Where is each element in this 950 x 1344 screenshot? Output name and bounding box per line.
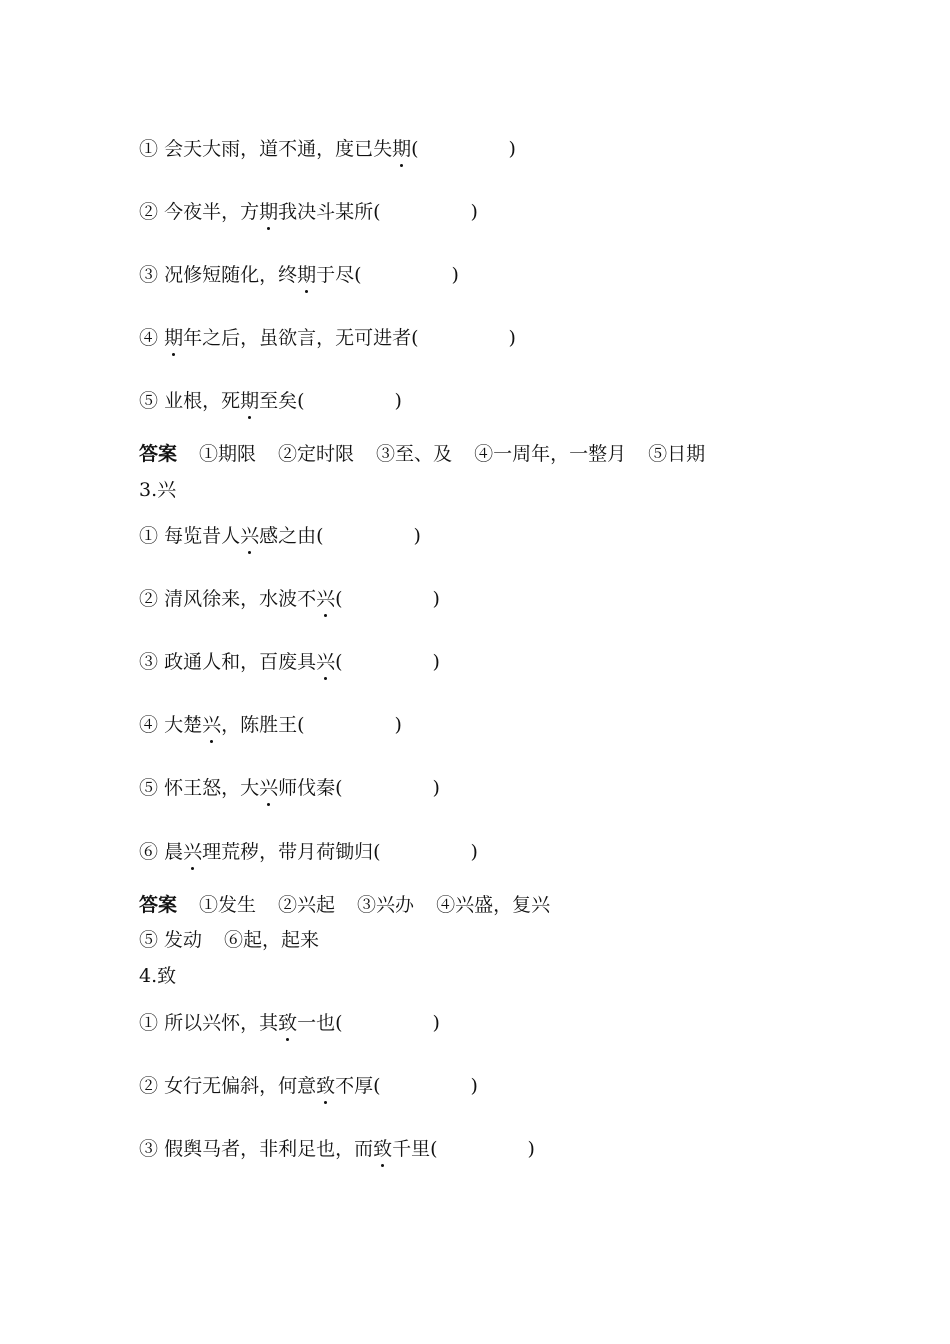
exercise-line: ③ 况修短随化，终期于尽( ) [139,264,459,286]
key-char: 兴 [240,525,260,547]
key-char: 兴 [316,588,336,610]
exercise-line: ① 每览昔人兴感之由( ) [139,525,421,547]
exercise-line: ④ 大楚兴，陈胜王( ) [139,714,402,736]
exercise-line: ② 女行无偏斜，何意致不厚( ) [139,1075,478,1097]
answer-line: 答案 ①发生 ②兴起 ③兴办 ④兴盛，复兴 [139,894,551,916]
key-char: 兴 [316,651,336,673]
exercise-line: ① 所以兴怀，其致一也( ) [139,1012,440,1034]
exercise-line: ⑥ 晨兴理荒秽，带月荷锄归( ) [139,841,478,863]
key-char: 兴 [183,841,203,863]
exercise-line: ② 今夜半，方期我决斗某所( ) [139,201,478,223]
section-heading: 4.致 [139,965,177,987]
exercise-line: ② 清风徐来，水波不兴( ) [139,588,440,610]
key-char: 期 [164,327,184,349]
answer-label: 答案 [139,443,178,465]
section-heading: 3.兴 [139,479,177,501]
exercise-line: ⑤ 怀王怒，大兴师伐秦( ) [139,777,440,799]
exercise-line: ① 会天大雨，道不通，度已失期( ) [139,138,516,160]
key-char: 致 [316,1075,336,1097]
key-char: 期 [240,390,260,412]
key-char: 致 [278,1012,298,1034]
key-char: 期 [392,138,412,160]
exercise-line: ③ 假舆马者，非利足也，而致千里( ) [139,1138,535,1160]
key-char: 兴 [259,777,279,799]
key-char: 期 [259,201,279,223]
answer-label: 答案 [139,894,178,916]
exercise-line: ③ 政通人和，百废具兴( ) [139,651,440,673]
key-char: 兴 [202,714,222,736]
exercise-line: ⑤ 业根，死期至矣( ) [139,390,402,412]
answer-line: 答案 ①期限 ②定时限 ③至、及 ④一周年，一整月 ⑤日期 [139,443,706,465]
exercise-line: ④ 期年之后，虽欲言，无可进者( ) [139,327,516,349]
key-char: 致 [373,1138,393,1160]
answer-line-cont: ⑤ 发动 ⑥起，起来 [139,929,320,951]
key-char: 期 [297,264,317,286]
